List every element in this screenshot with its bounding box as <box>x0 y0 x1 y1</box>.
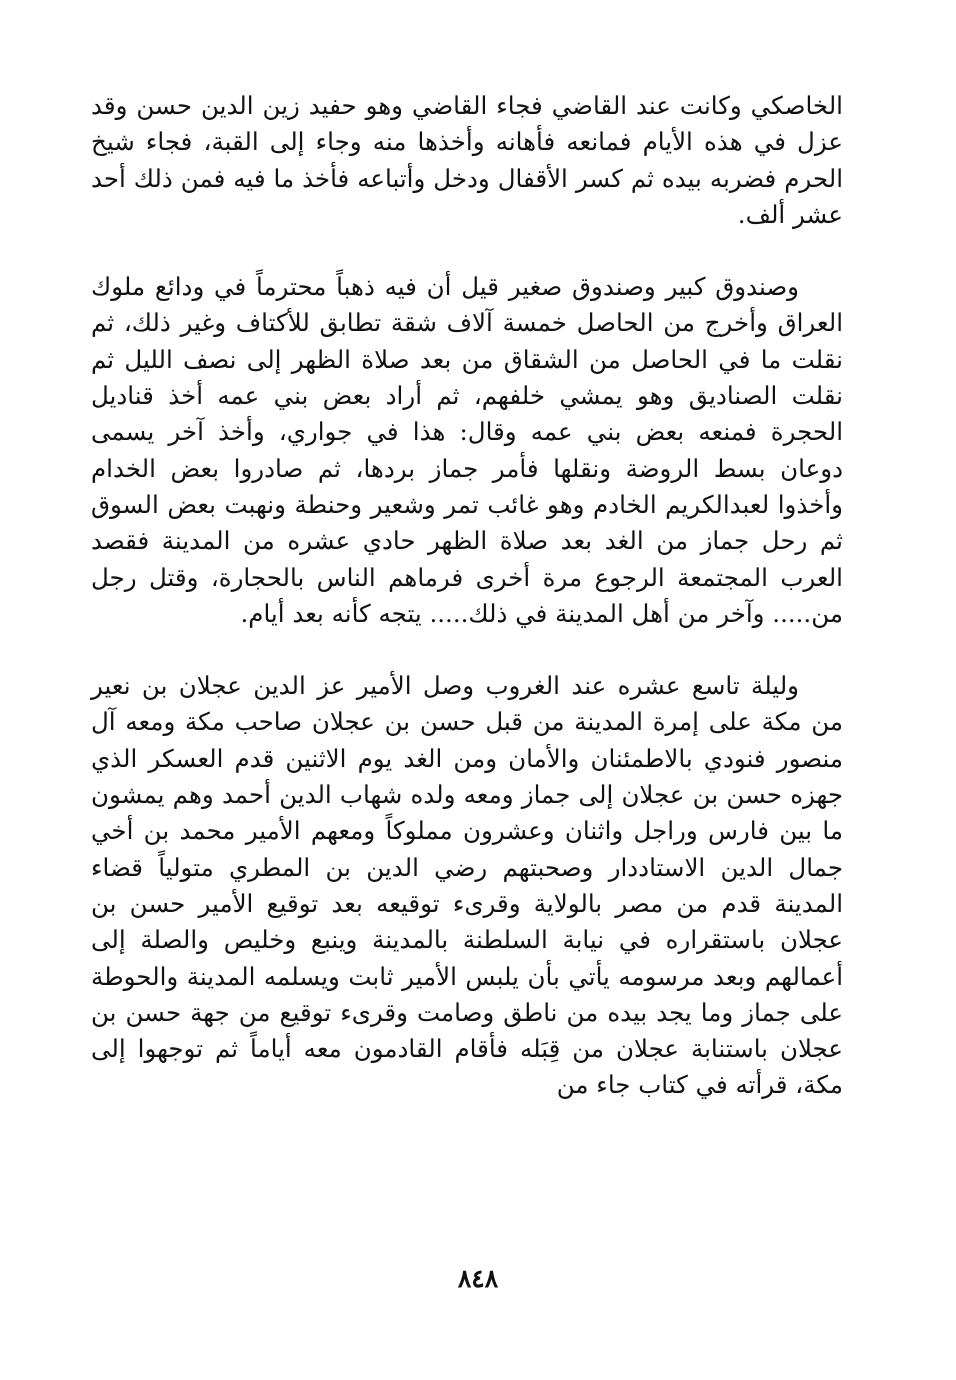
document-page <box>91 88 843 1104</box>
paragraph-3: وليلة تاسع عشره عند الغروب وصل الأمير عز الدين عجلان بن نعير من مكة على إمرة المدينة من قبل حسن بن عجلان صاحب مكة ومعه آل منصور فنودي بالاطمئنان والأمان ومن الغد يوم الاثنين قدم العسكر الذي جهزه حسن بن عجلان إلى جماز ومعه ولده شهاب الدين أحمد وهم يمشون ما بين فارس وراجل واثنان وعشرون مملوكاً ومعهم الأمير محمد بن أخي جمال الدين الاستاددار وصحبتهم رضي الدين بن المطري متولياً قضاء المدينة قدم من مصر بالولاية وقرىء توقيعه بعد توقيع الأمير حسن بن عجلان باستقراره في نيابة السلطنة بالمدينة وينبع وخليص والصلة إلى أعمالهم وبعد مرسومه يأتي بأن يلبس الأمير ثابت ويسلمه المدينة والحوطة على جماز وما يجد بيده من ناطق وصامت وقرىء توقيع من جهة حسن بن عجلان باستنابة عجلان من قِبَله فأقام القادمون معه أياماً ثم توجهوا إلى مكة، قرأته في كتاب جاء من <box>91 671 843 1100</box>
paragraph-1: الخاصكي وكانت عند القاضي فجاء القاضي وهو حفيد زين الدين حسن وقد عزل في هذه الأيام فمانعه فأهانه وأخذها منه وجاء إلى القبة، فجاء شيخ الحرم فضربه بيده ثم كسر الأقفال ودخل وأتباعه فأخذ ما فيه فمن ذلك أحد عشر ألف. <box>91 91 844 229</box>
paragraph-2: وصندوق كبير وصندوق صغير قيل أن فيه ذهباً محترماً في ودائع ملوك العراق وأخرج من الحاصل خمسة آلاف شقة تطابق للأكتاف وغير ذلك، ثم نقلت ما في الحاصل من الشقاق من بعد صلاة الظهر إلى نصف الليل ثم نقلت الصناديق وهو يمشي خلفهم، ثم أراد بعض بني عمه أخذ قناديل الحجرة فمنعه بعض بني عمه وقال: هذا في جواري، وأخذ آخر يسمى دوعان بسط الروضة ونقلها فأمر جماز بردها، ثم صادروا بعض الخدام وأخذوا لعبدالكريم الخادم وهو غائب تمر وشعير وحنطة ونهبت بعض السوق ثم رحل جماز من الغد بعد صلاة الظهر حادي عشره من المدينة فقصد العرب المجتمعة الرجوع مرة أخرى فرماهم الناس بالحجارة، وقتل رجل من..... وآخر من أهل المدينة في ذلك..... يتجه كأنه بعد أيام. <box>91 272 843 628</box>
paragraph-gap-2 <box>91 632 843 668</box>
paragraph-gap-1 <box>91 233 843 269</box>
page-number: ٨٤٨ <box>457 1264 499 1293</box>
